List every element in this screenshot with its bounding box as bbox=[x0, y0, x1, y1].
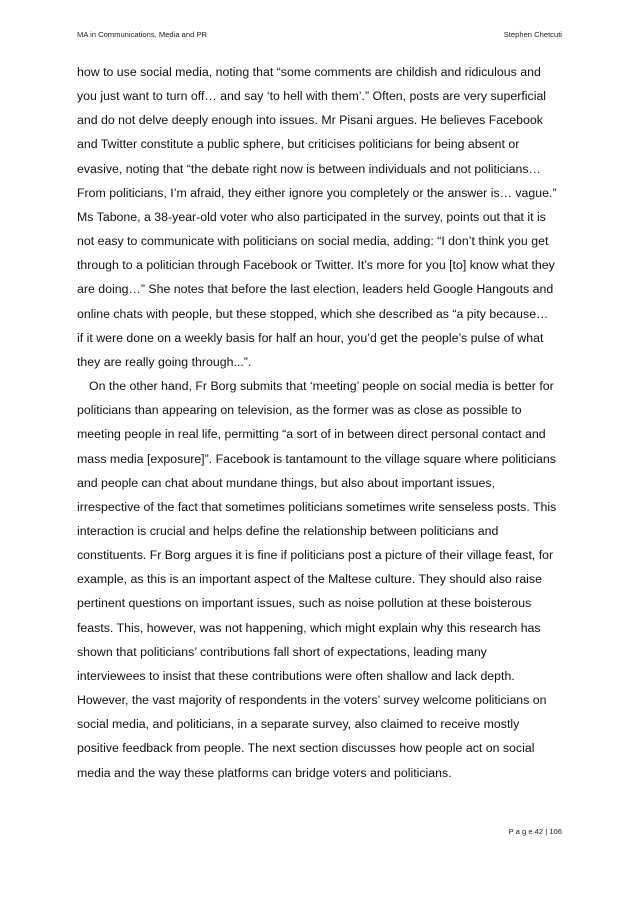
header-author: Stephen Chetcuti bbox=[503, 30, 562, 39]
document-body bbox=[77, 60, 557, 785]
body-paragraph-1: how to use social media, noting that “some comments are childish and ridiculous and you just want to turn off… and say ‘to hell with them’.” Often, posts are very superficial and do not delve deeply enough into issues. Mr Pisani argues. He believes Facebook and Twitter constitute a public sphere, but criticises politicians for being absent or evasive, noting that “the debate right now is between individuals and not politicians… From politicians, I’m afraid, they either ignore you completely or the answer is… vague.” Ms Tabone, a 38-year-old voter who also participated in the survey, points out that it is not easy to communicate with politicians on social media, adding: “I don’t think you get through to a politician through Facebook or Twitter. It’s more for you [to] know what they are doing…” She notes that before the last election, leaders held Google Hangouts and online chats with people, but these stopped, which she described as “a pity because… if it were done on a weekly basis for half an hour, you’d get the people’s pulse of what they are really going through...”. bbox=[77, 65, 557, 369]
page-footer bbox=[77, 827, 562, 836]
body-paragraph-2: On the other hand, Fr Borg submits that ‘meeting’ people on social media is better for politicians than appearing on television, as the former was as close as possible to meeting people in real life, permitting “a sort of in between direct personal contact and mass media [exposure]”. Facebook is tantamount to the village square where politicians and people can chat about mundane things, but also about important issues, irrespective of the fact that sometimes politicians sometimes write senseless posts. This interaction is crucial and helps define the relationship between politicians and constituents. Fr Borg argues it is fine if politicians post a picture of their village feast, for example, as this is an important aspect of the Maltese culture. They should also raise pertinent questions on important issues, such as noise pollution at these boisterous feasts. This, however, was not happening, which might explain why this research has shown that politicians’ contributions fall short of expectations, leading many interviewees to insist that these contributions were often shallow and lack depth. However, the vast majority of respondents in the voters’ survey welcome politicians on social media, and politicians, in a separate survey, also claimed to receive mostly positive feedback from people. The next section discusses how people act on social media and the way these platforms can bridge voters and politicians. bbox=[77, 379, 557, 780]
page-number: P a g e 42 | 106 bbox=[508, 827, 562, 836]
header-course-title: MA in Communications, Media and PR bbox=[77, 30, 207, 39]
